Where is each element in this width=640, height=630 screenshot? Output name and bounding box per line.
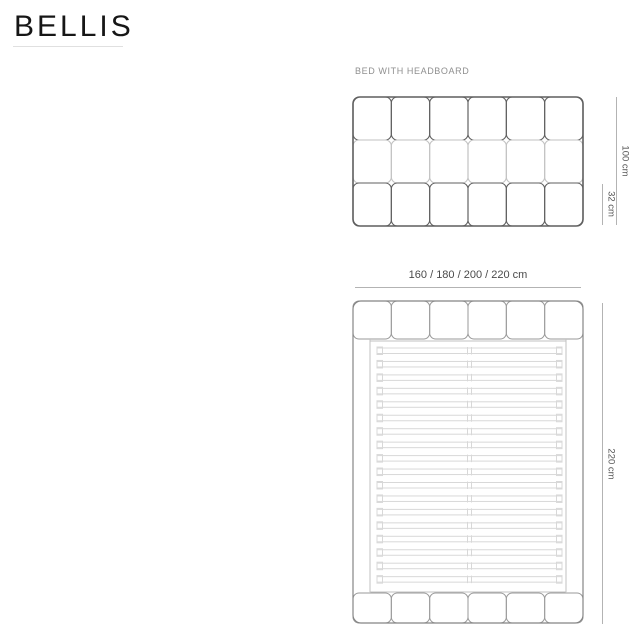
headboard-band-segment bbox=[468, 301, 506, 339]
dim-label-bed-width: 160 / 180 / 200 / 220 cm bbox=[408, 269, 528, 281]
headboard-tuft-cell bbox=[430, 183, 468, 226]
slat bbox=[377, 496, 562, 502]
slat bbox=[377, 483, 562, 489]
slat bbox=[377, 415, 562, 421]
slat bbox=[377, 509, 562, 515]
footboard-band-segment bbox=[468, 593, 506, 623]
headboard-tuft-cell bbox=[430, 140, 468, 183]
dim-line-bed-length bbox=[602, 303, 603, 624]
headboard-tuft-cell bbox=[391, 97, 429, 140]
slat bbox=[377, 375, 562, 381]
slat bbox=[377, 442, 562, 448]
footboard-band-segment bbox=[391, 593, 429, 623]
footboard-band-segment bbox=[353, 593, 391, 623]
footboard-band-segment bbox=[545, 593, 583, 623]
slat bbox=[377, 348, 562, 354]
headboard-view-label: BED WITH HEADBOARD bbox=[355, 66, 470, 76]
headboard-band-segment bbox=[391, 301, 429, 339]
headboard-tuft-cell bbox=[391, 140, 429, 183]
headboard-tuft-cell bbox=[353, 97, 391, 140]
slat bbox=[377, 429, 562, 435]
slat bbox=[377, 388, 562, 394]
slat bbox=[377, 523, 562, 529]
headboard-tuft-cell bbox=[391, 183, 429, 226]
headboard-tuft-cell bbox=[545, 183, 583, 226]
slat bbox=[377, 550, 562, 556]
footboard-band-segment bbox=[430, 593, 468, 623]
headboard-tuft-cell bbox=[430, 97, 468, 140]
footboard-band-segment bbox=[506, 593, 544, 623]
logo-underline bbox=[13, 46, 123, 47]
dim-label-bed-length: 220 cm bbox=[605, 448, 617, 480]
brand-logo: BELLIS bbox=[14, 10, 134, 43]
headboard-tuft-cell bbox=[545, 140, 583, 183]
headboard-front-view-diagram bbox=[352, 96, 584, 227]
headboard-tuft-cell bbox=[468, 97, 506, 140]
slat bbox=[377, 456, 562, 462]
slat bbox=[377, 577, 562, 583]
headboard-band-segment bbox=[430, 301, 468, 339]
headboard-band-segment bbox=[545, 301, 583, 339]
headboard-tuft-cell bbox=[506, 140, 544, 183]
slat bbox=[377, 402, 562, 408]
headboard-tuft-cell bbox=[353, 183, 391, 226]
slat bbox=[377, 469, 562, 475]
dim-line-bed-width bbox=[355, 287, 581, 288]
headboard-tuft-cell bbox=[545, 97, 583, 140]
headboard-tuft-cell bbox=[468, 140, 506, 183]
slat bbox=[377, 536, 562, 542]
headboard-band-segment bbox=[506, 301, 544, 339]
dim-label-headboard-base: 32 cm bbox=[605, 191, 617, 217]
headboard-tuft-cell bbox=[506, 97, 544, 140]
bed-top-view-diagram bbox=[352, 300, 584, 624]
slat bbox=[377, 361, 562, 367]
headboard-tuft-cell bbox=[468, 183, 506, 226]
headboard-tuft-cell bbox=[506, 183, 544, 226]
slat bbox=[377, 563, 562, 569]
dim-label-headboard-height: 100 cm bbox=[619, 145, 631, 177]
headboard-band-segment bbox=[353, 301, 391, 339]
headboard-tuft-cell bbox=[353, 140, 391, 183]
dim-line-headboard-base bbox=[602, 184, 603, 225]
